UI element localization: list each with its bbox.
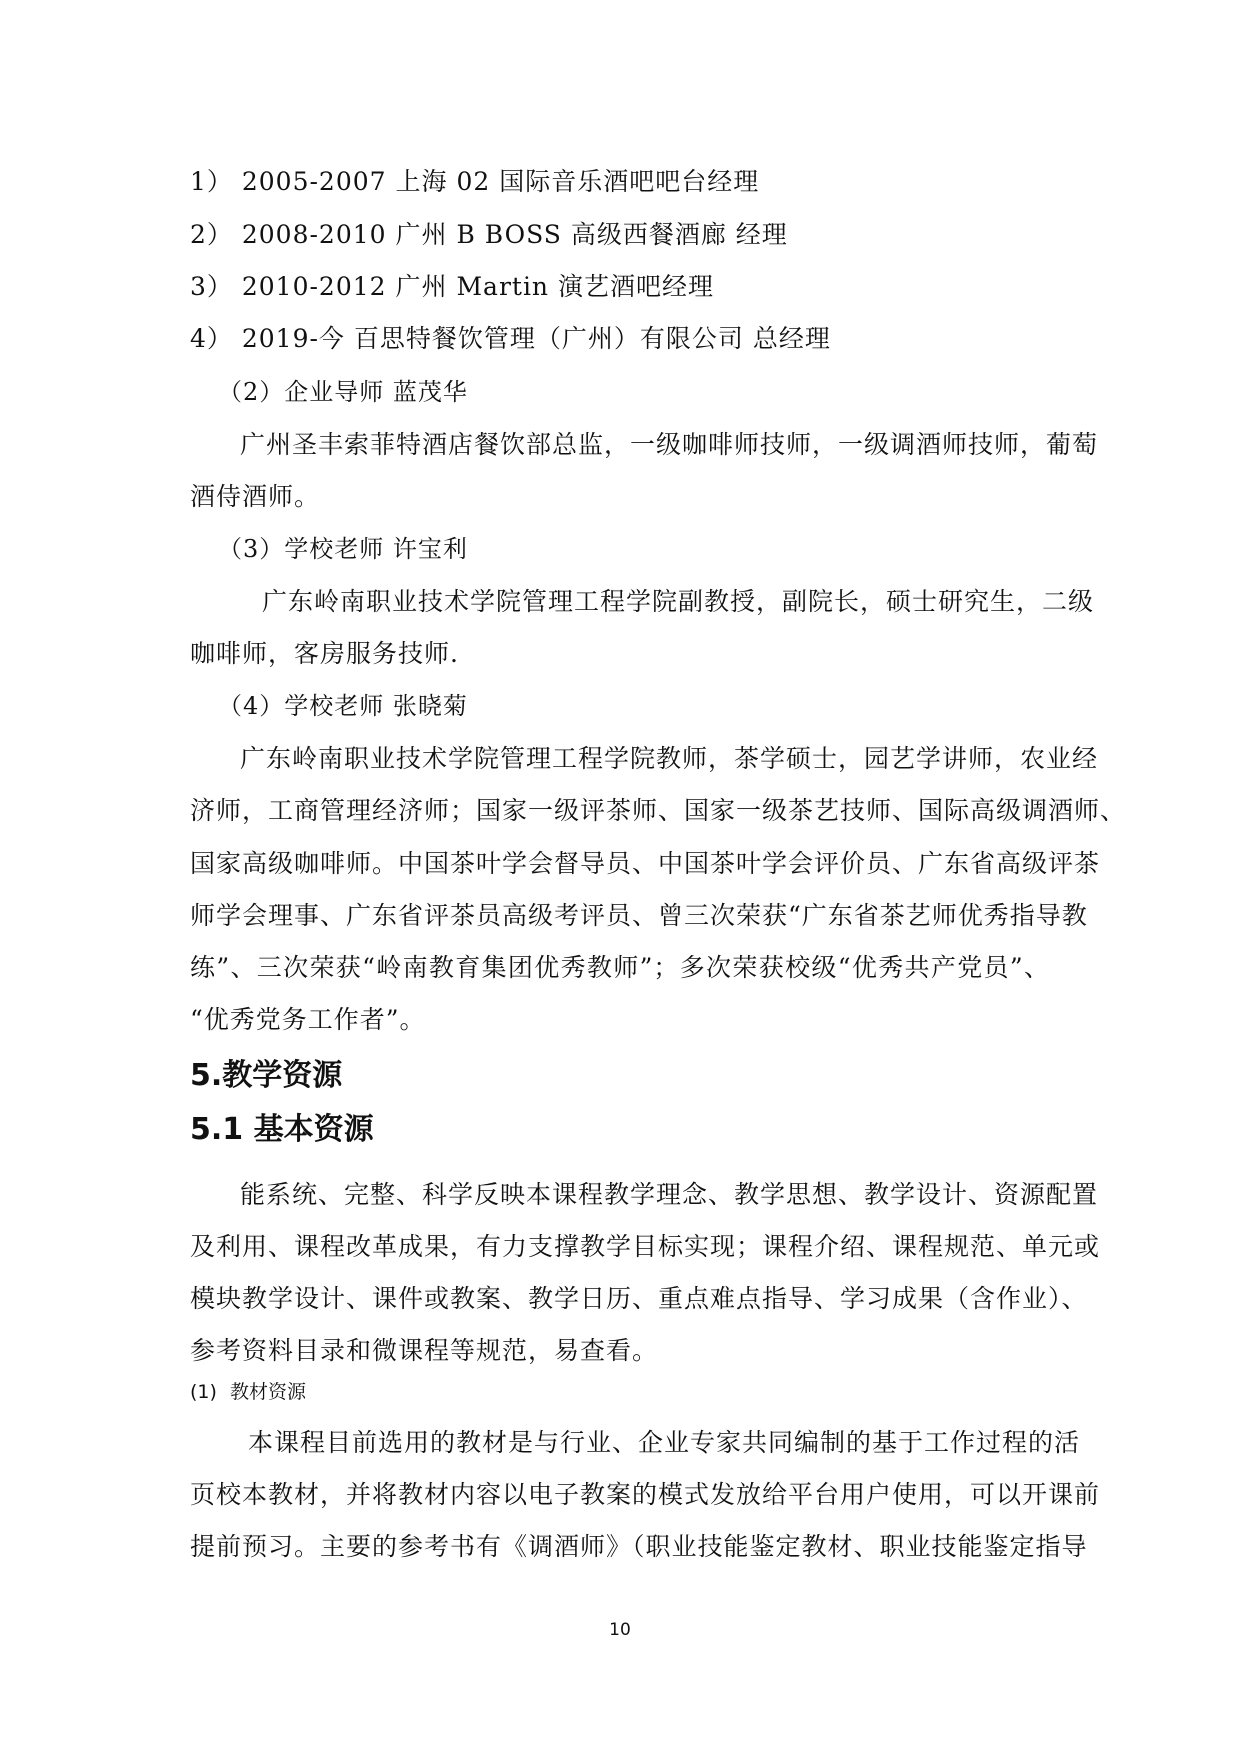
mentor4-line-4: 师学会理事、广东省评茶员高级考评员、曾三次荣获“广东省茶艺师优秀指导教: [190, 901, 1088, 930]
section-5-1-heading: 5.1 基本资源: [190, 1112, 374, 1147]
mentor4-line-5: 练”、三次荣获“岭南教育集团优秀教师”；多次荣获校级“优秀共产党员”、: [190, 953, 1050, 982]
experience-item-3: 3） 2010-2012 广州 Martin 演艺酒吧经理: [190, 272, 714, 301]
textbook-heading: [190, 1380, 306, 1404]
mentor3-line-1: 广东岭南职业技术学院管理工程学院副教授，副院长，硕士研究生，二级: [262, 587, 1095, 616]
experience-item-2: 2） 2008-2010 广州 B BOSS 高级西餐酒廊 经理: [190, 220, 788, 249]
mentor3-heading: （3）学校老师 许宝利: [218, 535, 468, 563]
section-5-1-line-2: 及利用、课程改革成果，有力支撑教学目标实现；课程介绍、课程规范、单元或: [190, 1232, 1101, 1261]
mentor2-line-2: 酒侍酒师。: [190, 482, 321, 511]
mentor4-line-3: 国家高级咖啡师。中国茶叶学会督导员、中国茶叶学会评价员、广东省高级评茶: [190, 849, 1101, 878]
mentor2-line-1: 广州圣丰索菲特酒店餐饮部总监，一级咖啡师技师，一级调酒师技师，葡萄: [240, 430, 1099, 459]
section-5-heading: 5.教学资源: [190, 1058, 343, 1093]
textbook-title: 教材资源: [230, 1381, 307, 1403]
textbook-line-3: 提前预习。主要的参考书有《调酒师》（职业技能鉴定教材、职业技能鉴定指导: [190, 1532, 1088, 1561]
mentor4-line-1: 广东岭南职业技术学院管理工程学院教师，茶学硕士，园艺学讲师，农业经: [240, 744, 1099, 773]
textbook-line-2: 页校本教材，并将教材内容以电子教案的模式发放给平台用户使用，可以开课前: [190, 1480, 1101, 1509]
mentor3-line-2: 咖啡师，客房服务技师.: [190, 639, 459, 668]
mentor4-line-6: “优秀党务工作者”。: [190, 1005, 426, 1034]
page-number: 10: [609, 1620, 631, 1640]
textbook-line-1: 本课程目前选用的教材是与行业、企业专家共同编制的基于工作过程的活: [248, 1428, 1081, 1457]
mentor4-line-2: 济师，工商管理经济师；国家一级评茶师、国家一级茶艺技师、国际高级调酒师、: [190, 796, 1127, 825]
experience-item-4: 4） 2019-今 百思特餐饮管理（广州）有限公司 总经理: [190, 324, 831, 353]
section-5-1-line-3: 模块教学设计、课件或教案、教学日历、重点难点指导、学习成果（含作业）、: [190, 1284, 1088, 1313]
experience-item-1: 1） 2005-2007 上海 02 国际音乐酒吧吧台经理: [190, 167, 760, 196]
section-5-1-line-4: 参考资料目录和微课程等规范，易查看。: [190, 1336, 659, 1365]
section-5-1-line-1: 能系统、完整、科学反映本课程教学理念、教学思想、教学设计、资源配置: [240, 1180, 1099, 1209]
mentor4-heading: （4）学校老师 张晓菊: [218, 692, 468, 720]
textbook-number: (1): [190, 1381, 217, 1403]
mentor2-heading: （2）企业导师 蓝茂华: [218, 378, 468, 406]
